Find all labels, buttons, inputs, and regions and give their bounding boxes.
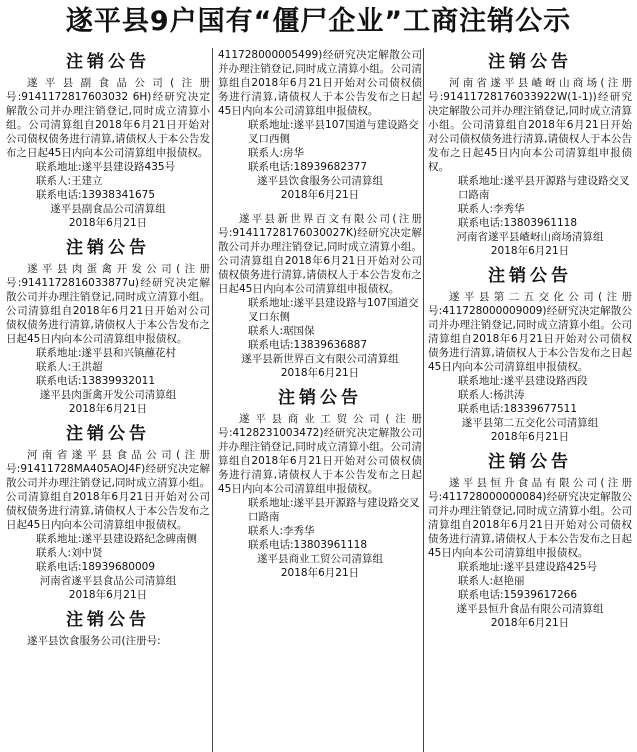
column-divider: [212, 48, 213, 752]
notice-issuer: 遂平县肉蛋禽开发公司清算组: [39, 389, 177, 401]
column-divider: [423, 48, 424, 752]
notice-address: 联系地址:遂平县开源路与建设路交叉口路南: [458, 175, 630, 201]
notice-address: 联系地址:遂平县建设路纪念碑南侧: [36, 533, 198, 545]
notice-nonstaple-food: [6, 50, 210, 230]
notice-body: 遂平县第二五交化公司(注册号:411728000009009)经研究决定解散公司并办理注销登记,同时成立清算小组。公司清算组自2018年6月21日开始对公司债权债务进行清算,请债权人于本公告发布之日起45日内向本公司清算组申报债权。: [428, 291, 632, 373]
notice-issuer: 河南省遂平县嵖岈山商场清算组: [456, 231, 604, 243]
notice-date: 2018年6月21日: [490, 245, 570, 257]
notice-contact: 联系人:王洪超: [36, 361, 103, 373]
notice-date: 2018年6月21日: [280, 189, 360, 201]
notice-date: 2018年6月21日: [68, 217, 148, 229]
notice-title: 注销公告: [488, 52, 572, 72]
notice-contact: 联系人:杨洪涛: [458, 389, 525, 401]
notice-body-continued: 411728000005499)经研究决定解散公司并办理注销登记,同时成立清算小组。公司清算组自2018年6月21日开始对公司债权债务进行清算,请债权人于本公告发布之日起45日内向本公司清算组申报债权。: [218, 49, 422, 117]
notice-title: 注销公告: [66, 238, 150, 258]
notice-contact: 联系人:琚国保: [248, 325, 315, 337]
notice-body: 河南省遂平县食品公司(注册号:91411728MA405AOJ4F)经研究决定解散公司并办理注销登记,同时成立清算小组。公司清算组自2018年6月21日开始对公司债权债务进行清算,请债权人于本公告发布之日起45日内向本公司清算组申报债权。: [6, 449, 210, 531]
notice-catering-start: [6, 608, 210, 648]
notice-title: 注销公告: [488, 266, 572, 286]
notice-phone: 联系电话:13803961118: [458, 217, 578, 229]
notice-contact: 联系人:李秀华: [458, 203, 525, 215]
notice-contact: 联系人:刘中贤: [36, 547, 103, 559]
notice-date: 2018年6月21日: [68, 403, 148, 415]
notice-date: 2018年6月21日: [280, 367, 360, 379]
notice-body: 遂平县恒升食品有限公司(注册号:411728000000084)经研究决定解散公司并办理注销登记,同时成立清算小组。公司清算组自2018年6月21日开始对公司债权债务进行清算,请债权人于本公告发布之日起45日内向本公司清算组申报债权。: [428, 477, 632, 559]
notice-body: 遂平县肉蛋禽开发公司(注册号:9141172816033877u)经研究决定解散公司并办理注销登记,同时成立清算小组。公司清算组自2018年6月21日开始对公司债权债务进行清算,请债权人于本公告发布之日起45日内向本公司清算组申报债权。: [6, 263, 210, 345]
notice-date: 2018年6月21日: [68, 589, 148, 601]
notice-address: 联系地址:遂平县建设路西段: [458, 375, 588, 387]
notice-date: 2018年6月21日: [490, 431, 570, 443]
column-3: [428, 48, 632, 752]
notice-catering-continued: [218, 48, 422, 202]
notice-address: 联系地址:遂平县和兴镇蘸花村: [36, 347, 177, 359]
notice-food-company: [6, 422, 210, 602]
notice-chaya-mall: [428, 50, 632, 258]
notice-issuer: 遂平县商业工贸公司清算组: [257, 553, 383, 565]
notice-issuer: 河南省遂平县食品公司清算组: [39, 575, 177, 587]
notice-body: 遂平县饮食服务公司(注册号:: [27, 635, 161, 647]
notice-phone: 联系电话:18339677511: [458, 403, 578, 415]
notice-body: 河南省遂平县嵖岈山商场(注册号:91411728176033922W(1-1))经研究决定解散公司并办理注销登记,同时成立清算小组。公司清算组自2018年6月21日开始对公司债权债务进行清算,请债权人于本公告发布之日起45日内向本公司清算组申报债权。: [428, 77, 632, 173]
notice-phone: 联系电话:13839932011: [36, 375, 156, 387]
notice-address: 联系地址:遂平县建设路425号: [458, 561, 598, 573]
notice-hengsheng-food: [428, 450, 632, 630]
column-2: [218, 48, 422, 752]
notice-title: 注销公告: [66, 610, 150, 630]
notice-address: 联系地址:遂平县开源路与建设路交叉口路南: [248, 497, 420, 523]
notice-meat-egg-poultry: [6, 236, 210, 416]
notice-phone: 联系电话:13839636887: [248, 339, 368, 351]
notice-address: 联系地址:遂平县建设路435号: [36, 161, 176, 173]
notice-phone: 联系电话:13938341675: [36, 189, 156, 201]
notice-phone: 联系电话:15939617266: [458, 589, 578, 601]
notice-phone: 联系电话:13803961118: [248, 539, 368, 551]
notice-hardware-chemical: [428, 264, 632, 444]
notice-title: 注销公告: [66, 424, 150, 444]
notice-commerce-trade: [218, 386, 422, 580]
notice-contact: 联系人:李秀华: [248, 525, 315, 537]
notice-phone: 联系电话:18939680009: [36, 561, 156, 573]
notice-contact: 联系人:赵艳丽: [458, 575, 525, 587]
notice-new-world: [218, 212, 422, 380]
notice-issuer: 遂平县新世界百文有限公司清算组: [241, 353, 399, 365]
notice-issuer: 遂平县副食品公司清算组: [50, 203, 166, 215]
notice-issuer: 遂平县恒升食品有限公司清算组: [456, 603, 604, 615]
notice-phone: 联系电话:18939682377: [248, 161, 368, 173]
notice-title: 注销公告: [66, 52, 150, 72]
notice-date: 2018年6月21日: [280, 567, 360, 579]
notice-title: 注销公告: [278, 388, 362, 408]
notice-issuer: 遂平县饮食服务公司清算组: [257, 175, 383, 187]
notice-address: 联系地址:遂平县建设路与107国道交叉口东侧: [248, 297, 419, 323]
notice-body: 遂平县商业工贸公司(注册号:4128231003472)经研究决定解散公司并办理注销登记,同时成立清算小组。公司清算组自2018年6月21日开始对公司债权债务进行清算,请债权人于本公告发布之日起45日内向本公司清算组申报债权。: [218, 413, 422, 495]
column-1: [6, 48, 210, 752]
page-headline: 遂平县9户国有“僵尸企业”工商注销公示: [65, 6, 572, 37]
notice-contact: 联系人:王建立: [36, 175, 103, 187]
notice-issuer: 遂平县第二五交化公司清算组: [461, 417, 599, 429]
notice-contact: 联系人:房华: [248, 147, 305, 159]
notice-body: 遂平县新世界百文有限公司(注册号:91411728176030027K)经研究决定解散公司并办理注销登记,同时成立清算小组。公司清算组自2018年6月21日开始对公司债权债务进行清算,请债权人于本公告发布之日起45日内向本公司清算组申报债权。: [218, 213, 422, 295]
notice-body: 遂平县副食品公司(注册号:9141172817603032 6H)经研究决定解散公司并办理注销登记,同时成立清算小组。公司清算组自2018年6月21日开始对公司债权债务进行清算,请债权人于本公告发布之日起45日内向本公司清算组申报债权。: [6, 77, 210, 159]
notice-date: 2018年6月21日: [490, 617, 570, 629]
notice-title: 注销公告: [488, 452, 572, 472]
notice-address: 联系地址:遂平县107国道与建设路交叉口西侧: [248, 119, 419, 145]
